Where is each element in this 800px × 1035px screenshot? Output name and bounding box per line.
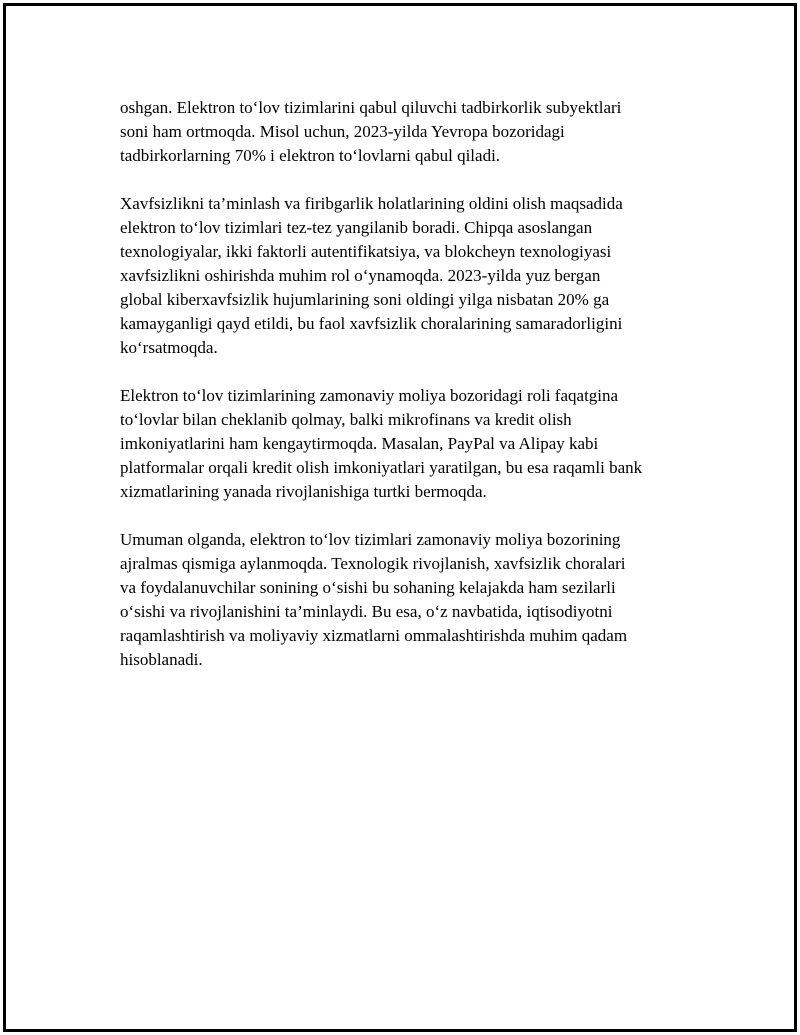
- text-line: tadbirkorlarning 70% i elektron to‘lovlarni qabul qiladi.: [120, 146, 501, 165]
- text-line: xizmatlarining yanada rivojlanishiga turtki bermoqda.: [120, 482, 487, 501]
- paragraph: [120, 96, 700, 168]
- text-line: global kiberxavfsizlik hujumlarining soni oldingi yilga nisbatan 20% ga: [120, 290, 610, 309]
- text-line: ko‘rsatmoqda.: [120, 338, 218, 357]
- text-line: va foydalanuvchilar sonining o‘sishi bu sohaning kelajakda ham sezilarli: [120, 578, 616, 597]
- document-body: [120, 96, 700, 696]
- text-line: Elektron to‘lov tizimlarining zamonaviy moliya bozoridagi roli faqatgina: [120, 386, 619, 405]
- text-line: oshgan. Elektron to‘lov tizimlarini qabul qiluvchi tadbirkorlik subyektlari: [120, 98, 622, 117]
- text-line: o‘sishi va rivojlanishini ta’minlaydi. Bu esa, o‘z navbatida, iqtisodiyotni: [120, 602, 613, 621]
- paragraph: [120, 528, 700, 672]
- text-line: elektron to‘lov tizimlari tez-tez yangilanib boradi. Chipqa asoslangan: [120, 218, 593, 237]
- text-line: hisoblanadi.: [120, 650, 203, 669]
- text-line: ajralmas qismiga aylanmoqda. Texnologik rivojlanish, xavfsizlik choralari: [120, 554, 626, 573]
- text-line: kamayganligi qayd etildi, bu faol xavfsizlik choralarining samaradorligini: [120, 314, 623, 333]
- paragraph: [120, 384, 700, 504]
- text-line: texnologiyalar, ikki faktorli autentifikatsiya, va blokcheyn texnologiyasi: [120, 242, 612, 261]
- document-page: [3, 3, 797, 1032]
- text-line: soni ham ortmoqda. Misol uchun, 2023-yilda Yevropa bozoridagi: [120, 122, 565, 141]
- text-line: to‘lovlar bilan cheklanib qolmay, balki mikrofinans va kredit olish: [120, 410, 572, 429]
- text-line: platformalar orqali kredit olish imkoniyatlari yaratilgan, bu esa raqamli bank: [120, 458, 643, 477]
- text-line: Umuman olganda, elektron to‘lov tizimlari zamonaviy moliya bozorining: [120, 530, 621, 549]
- text-line: raqamlashtirish va moliyaviy xizmatlarni ommalashtirishda muhim qadam: [120, 626, 628, 645]
- paragraph: [120, 192, 700, 360]
- text-line: Xavfsizlikni ta’minlash va firibgarlik holatlarining oldini olish maqsadida: [120, 194, 623, 213]
- text-line: xavfsizlikni oshirishda muhim rol o‘ynamoqda. 2023-yilda yuz bergan: [120, 266, 601, 285]
- text-line: imkoniyatlarini ham kengaytirmoqda. Masalan, PayPal va Alipay kabi: [120, 434, 599, 453]
